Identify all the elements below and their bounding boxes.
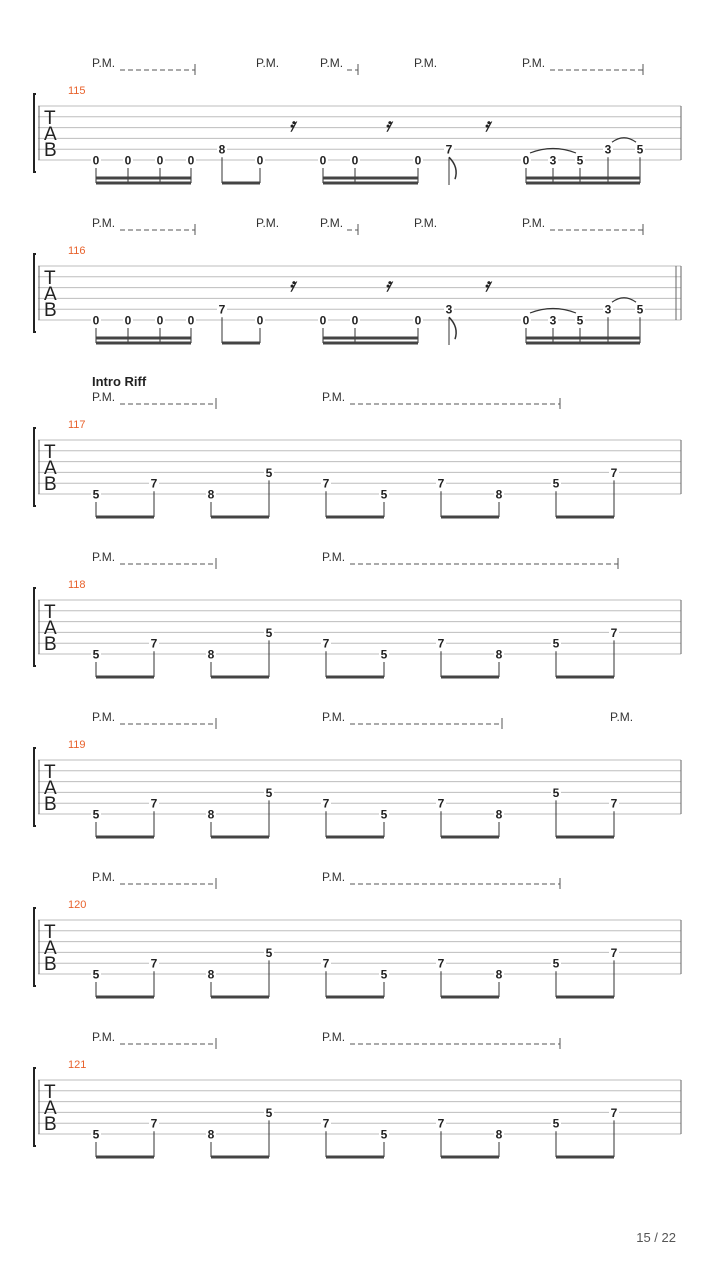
fret-number: 8 [207, 1127, 215, 1142]
palm-mute-label: P.M. [92, 550, 116, 564]
fret-number: 0 [124, 153, 132, 168]
palm-mute-label: P.M. [92, 870, 116, 884]
fret-number: 7 [150, 476, 158, 491]
fret-number: 5 [265, 785, 273, 800]
fret-number: 8 [495, 807, 503, 822]
measure-number: 118 [68, 579, 86, 591]
rest-symbol: 𝄿 [385, 115, 391, 136]
fret-number: 7 [218, 302, 226, 317]
tab-clef-letter: B [44, 794, 57, 815]
palm-mute-label: P.M. [322, 870, 346, 884]
system-bracket [34, 748, 36, 826]
fret-number: 5 [265, 625, 273, 640]
fret-number: 5 [380, 1127, 388, 1142]
tab-system-115 [34, 56, 681, 185]
fret-number: 5 [552, 1116, 560, 1131]
fret-number: 3 [549, 153, 557, 168]
measure-number: 119 [68, 739, 86, 751]
fret-number: 5 [552, 636, 560, 651]
tab-clef-letter: T [44, 602, 56, 623]
fret-number: 7 [150, 796, 158, 811]
palm-mute-label: P.M. [322, 550, 346, 564]
fret-number: 8 [218, 142, 226, 157]
fret-number: 5 [92, 1127, 100, 1142]
palm-mute-label: P.M. [92, 710, 116, 724]
fret-number: 5 [636, 302, 644, 317]
palm-mute-label: P.M. [92, 216, 116, 230]
tab-clef-letter: A [44, 618, 57, 639]
fret-number: 7 [437, 796, 445, 811]
tab-system-120 [34, 870, 681, 997]
fret-number: 7 [445, 142, 453, 157]
fret-number: 7 [610, 625, 618, 640]
fret-number: 5 [552, 956, 560, 971]
tab-system-119 [34, 710, 681, 837]
palm-mute-label: P.M. [414, 216, 438, 230]
fret-number: 7 [610, 1105, 618, 1120]
fret-number: 5 [265, 1105, 273, 1120]
system-bracket [34, 254, 36, 332]
fret-number: 3 [604, 142, 612, 157]
fret-number: 7 [150, 636, 158, 651]
tab-clef-letter: A [44, 124, 57, 145]
fret-number: 5 [92, 487, 100, 502]
fret-number: 5 [552, 476, 560, 491]
fret-number: 8 [495, 967, 503, 982]
fret-number: 5 [92, 807, 100, 822]
fret-number: 0 [256, 313, 264, 328]
fret-number: 5 [380, 807, 388, 822]
fret-number: 7 [610, 796, 618, 811]
fret-number: 0 [124, 313, 132, 328]
fret-number: 5 [380, 487, 388, 502]
fret-number: 8 [495, 1127, 503, 1142]
palm-mute-label: P.M. [92, 390, 116, 404]
fret-number: 0 [522, 153, 530, 168]
measure-number: 120 [68, 899, 87, 911]
fret-number: 7 [322, 476, 330, 491]
system-bracket [34, 1068, 36, 1146]
tab-clef-letter: T [44, 108, 56, 129]
fret-number: 7 [610, 945, 618, 960]
fret-number: 5 [265, 465, 273, 480]
palm-mute-label: P.M. [320, 56, 344, 70]
palm-mute-label: P.M. [522, 216, 546, 230]
fret-number: 5 [265, 945, 273, 960]
system-bracket [34, 94, 36, 172]
tab-clef-letter: B [44, 954, 57, 975]
palm-mute-label: P.M. [322, 1030, 346, 1044]
fret-number: 0 [187, 313, 195, 328]
tab-system-121 [34, 1030, 681, 1157]
fret-number: 0 [319, 153, 327, 168]
fret-number: 7 [437, 476, 445, 491]
measure-number: 116 [68, 245, 86, 257]
tab-clef-letter: A [44, 1098, 57, 1119]
tab-clef-letter: A [44, 778, 57, 799]
fret-number: 0 [414, 313, 422, 328]
tab-clef-letter: T [44, 1082, 56, 1103]
fret-number: 5 [380, 647, 388, 662]
fret-number: 8 [495, 487, 503, 502]
palm-mute-label: P.M. [414, 56, 438, 70]
fret-number: 7 [150, 956, 158, 971]
palm-mute-label: P.M. [256, 216, 280, 230]
fret-number: 3 [604, 302, 612, 317]
palm-mute-label: P.M. [610, 710, 634, 724]
fret-number: 0 [92, 153, 100, 168]
fret-number: 8 [207, 647, 215, 662]
tab-clef-letter: A [44, 458, 57, 479]
rest-symbol: 𝄿 [289, 115, 295, 136]
fret-number: 0 [156, 153, 164, 168]
fret-number: 7 [610, 465, 618, 480]
fret-number: 5 [576, 153, 584, 168]
palm-mute-label: P.M. [522, 56, 546, 70]
rest-symbol: 𝄿 [484, 275, 490, 296]
palm-mute-label: P.M. [320, 216, 344, 230]
fret-number: 0 [92, 313, 100, 328]
fret-number: 8 [495, 647, 503, 662]
fret-number: 7 [322, 796, 330, 811]
palm-mute-label: P.M. [322, 390, 346, 404]
tab-clef-letter: B [44, 1114, 57, 1135]
palm-mute-label: P.M. [92, 1030, 116, 1044]
fret-number: 0 [319, 313, 327, 328]
fret-number: 0 [351, 313, 359, 328]
fret-number: 5 [576, 313, 584, 328]
fret-number: 7 [437, 956, 445, 971]
section-label: Intro Riff [92, 374, 147, 389]
tab-clef-letter: B [44, 140, 57, 161]
fret-number: 3 [549, 313, 557, 328]
fret-number: 7 [322, 636, 330, 651]
fret-number: 0 [351, 153, 359, 168]
fret-number: 0 [522, 313, 530, 328]
measure-number: 121 [68, 1059, 87, 1071]
rest-symbol: 𝄿 [385, 275, 391, 296]
fret-number: 0 [156, 313, 164, 328]
fret-number: 7 [437, 1116, 445, 1131]
measure-number: 115 [68, 85, 86, 97]
tab-clef-letter: T [44, 268, 56, 289]
tab-clef-letter: T [44, 762, 56, 783]
system-bracket [34, 588, 36, 666]
palm-mute-label: P.M. [322, 710, 346, 724]
tab-system-117 [34, 374, 681, 517]
tab-clef-letter: B [44, 634, 57, 655]
palm-mute-label: P.M. [256, 56, 280, 70]
page-number: 15 / 22 [636, 1230, 676, 1245]
fret-number: 8 [207, 967, 215, 982]
rest-symbol: 𝄿 [289, 275, 295, 296]
palm-mute-label: P.M. [92, 56, 116, 70]
tab-clef-letter: T [44, 922, 56, 943]
tab-clef-letter: A [44, 938, 57, 959]
fret-number: 0 [256, 153, 264, 168]
system-bracket [34, 428, 36, 506]
fret-number: 5 [636, 142, 644, 157]
system-bracket [34, 908, 36, 986]
fret-number: 8 [207, 807, 215, 822]
fret-number: 5 [92, 967, 100, 982]
tab-clef-letter: A [44, 284, 57, 305]
fret-number: 0 [414, 153, 422, 168]
fret-number: 5 [380, 967, 388, 982]
fret-number: 7 [437, 636, 445, 651]
tab-system-118 [34, 550, 681, 677]
tab-clef-letter: B [44, 474, 57, 495]
measure-number: 117 [68, 419, 86, 431]
tab-system-116 [34, 216, 681, 345]
rest-symbol: 𝄿 [484, 115, 490, 136]
fret-number: 3 [445, 302, 453, 317]
fret-number: 5 [92, 647, 100, 662]
fret-number: 7 [150, 1116, 158, 1131]
tab-clef-letter: B [44, 300, 57, 321]
fret-number: 8 [207, 487, 215, 502]
fret-number: 7 [322, 956, 330, 971]
tab-clef-letter: T [44, 442, 56, 463]
fret-number: 0 [187, 153, 195, 168]
fret-number: 7 [322, 1116, 330, 1131]
fret-number: 5 [552, 785, 560, 800]
